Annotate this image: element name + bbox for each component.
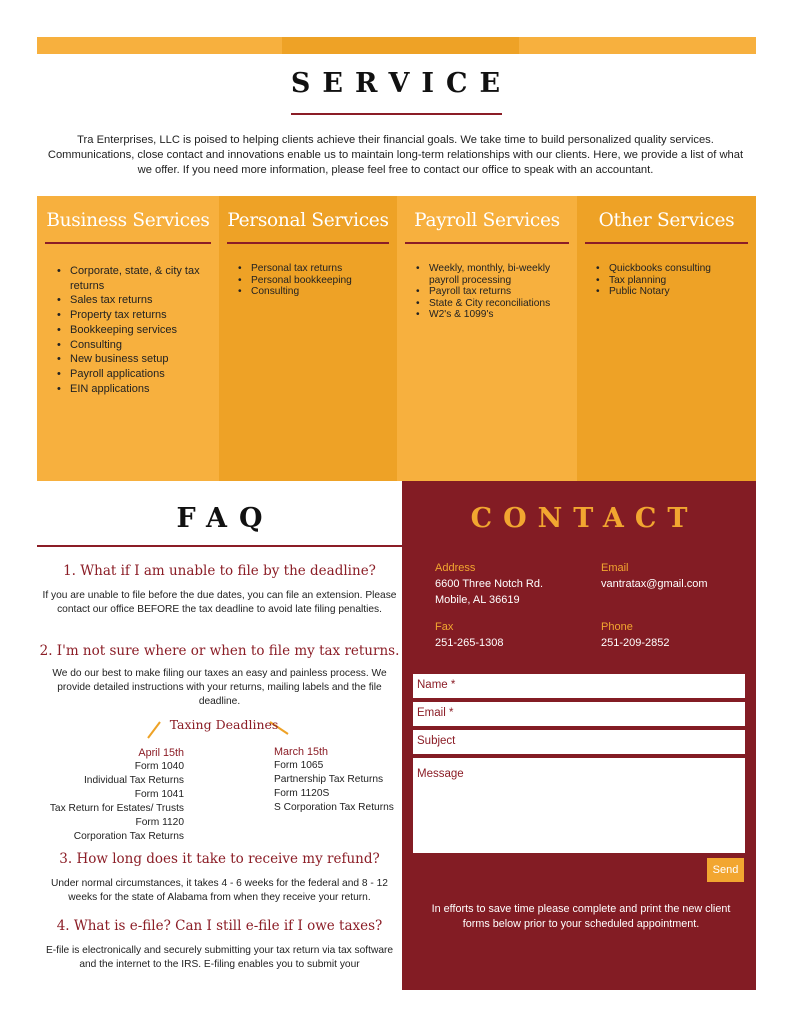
- list-item: • Quickbooks consulting: [596, 263, 748, 275]
- email-block: [601, 560, 708, 592]
- faq-question-2: 2. I'm not sure where or when to file my tax returns.: [39, 643, 400, 659]
- list-item: • Property tax returns: [57, 308, 211, 323]
- contact-title: CONTACT: [470, 503, 699, 534]
- faq-question-1: 1. What if I am unable to file by the deadline?: [63, 563, 376, 579]
- list-item: • State & City reconciliations: [416, 298, 569, 310]
- subject-field[interactable]: Subject: [413, 730, 745, 754]
- deadline-line: Form 1040: [134, 761, 184, 772]
- send-button[interactable]: Send: [707, 858, 744, 882]
- service-list: [238, 263, 389, 298]
- deadlines-title: Taxing Deadlines: [169, 717, 279, 732]
- client-forms-note: In efforts to save time please complete and print the new client forms below prior to your scheduled appointment.: [431, 903, 731, 930]
- list-item: • W2's & 1099's: [416, 309, 569, 321]
- service-list: [596, 263, 748, 298]
- services-panel: [37, 196, 756, 481]
- phone-label: Phone: [601, 621, 633, 633]
- list-item: • New business setup: [57, 352, 211, 367]
- deadline-line: S Corporation Tax Returns: [274, 802, 394, 813]
- service-intro: Tra Enterprises, LLC is poised to helping clients achieve their financial goals. We take time to build personalized quality services. Communications, close contact and innovations enable us to maintain long-term relationships with our clients. Here, we provide a list of what we offer. If you need more information, please feel free to contact our office to speak with an accountant.: [47, 134, 744, 176]
- column-heading: Personal Services: [227, 210, 389, 231]
- email-label: Email: [601, 562, 629, 574]
- fax-label: Fax: [435, 621, 454, 633]
- faq-answer-3: Under normal circumstances, it takes 4 - 6 weeks for the federal and 8 - 12 weeks for the state of Alabama from when they receive your return.: [51, 878, 388, 903]
- list-item: • Sales tax returns: [57, 293, 211, 308]
- deadline-line: Partnership Tax Returns: [274, 774, 384, 785]
- phone-number[interactable]: 251-209-2852: [601, 637, 670, 649]
- fax-number: 251-265-1308: [435, 637, 504, 649]
- column-heading: Other Services: [598, 210, 735, 231]
- payroll-services-column: [397, 196, 577, 481]
- faq-answer-2: We do our best to make filing our taxes an easy and painless process. We provide detailed instructions with your returns, mailing labels and the file deadline.: [52, 668, 387, 707]
- business-services-column: [37, 196, 219, 481]
- service-list: [57, 264, 211, 396]
- deadline-line: Form 1065: [274, 760, 324, 771]
- heading-underline: [405, 242, 569, 244]
- personal-services-column: [219, 196, 397, 481]
- top-bar-segment: [37, 37, 282, 54]
- phone-block: [601, 619, 670, 651]
- list-item: • Public Notary: [596, 286, 748, 298]
- column-heading: Business Services: [46, 210, 210, 231]
- list-item: • Personal tax returns: [238, 263, 389, 275]
- faq-title-underline: [37, 545, 402, 547]
- heading-underline: [585, 242, 748, 244]
- list-item: • Personal bookkeeping: [238, 275, 389, 287]
- list-item: • Consulting: [238, 286, 389, 298]
- list-item: • Consulting: [57, 338, 211, 353]
- column-heading: Payroll Services: [414, 210, 560, 231]
- list-item: • Payroll tax returns: [416, 286, 569, 298]
- deadline-date: March 15th: [274, 746, 329, 758]
- heading-underline: [45, 242, 211, 244]
- top-bar-segment: [282, 37, 519, 54]
- email-link[interactable]: vantratax@gmail.com: [601, 578, 708, 590]
- list-item: • Weekly, monthly, bi-weekly payroll processing: [416, 263, 569, 286]
- deadline-line: Corporation Tax Returns: [73, 831, 184, 842]
- address-label: Address: [435, 562, 476, 574]
- address-block: [435, 560, 543, 608]
- deadline-line: Individual Tax Returns: [83, 775, 184, 786]
- deadline-line: Tax Return for Estates/ Trusts: [49, 803, 184, 814]
- faq-answer-4: E-file is electronically and securely submitting your tax return via tax software and the internet to the IRS. E-filing enables you to submit your: [45, 945, 394, 970]
- contact-panel: [402, 481, 756, 990]
- faq-answer-1: If you are unable to file before the due dates, you can file an extension. Please contact our office BEFORE the tax deadline to avoid late filing penalties.: [42, 590, 397, 615]
- deadline-line: Form 1120S: [274, 788, 330, 799]
- heading-underline: [227, 242, 389, 244]
- service-list: [416, 263, 569, 321]
- faq-question-4: 4. What is e-file? Can I still e-file if I owe taxes?: [56, 918, 383, 934]
- deadline-april: [37, 746, 184, 844]
- deadline-march: [274, 745, 402, 815]
- address-line: Mobile, AL 36619: [435, 594, 520, 606]
- fax-block: [435, 619, 504, 651]
- name-field[interactable]: Name *: [413, 674, 745, 698]
- list-item: • Bookkeeping services: [57, 323, 211, 338]
- list-item: • Corporate, state, & city tax returns: [57, 264, 211, 293]
- decor-line: [148, 722, 160, 738]
- deadline-line: Form 1120: [135, 817, 184, 828]
- top-accent-bar: [37, 37, 756, 54]
- list-item: • Tax planning: [596, 275, 748, 287]
- deadline-line: Form 1041: [134, 789, 184, 800]
- address-line: 6600 Three Notch Rd.: [435, 578, 544, 590]
- list-item: • EIN applications: [57, 382, 211, 397]
- service-title: SERVICE: [290, 68, 513, 99]
- service-title-underline: [291, 113, 502, 115]
- email-field[interactable]: Email *: [413, 702, 745, 726]
- list-item: • Payroll applications: [57, 367, 211, 382]
- top-bar-segment: [519, 37, 756, 54]
- other-services-column: [577, 196, 756, 481]
- faq-question-3: 3. How long does it take to receive my refund?: [59, 851, 380, 867]
- faq-title: FAQ: [176, 503, 275, 534]
- deadline-date: April 15th: [138, 747, 184, 759]
- message-field[interactable]: Message: [413, 758, 745, 853]
